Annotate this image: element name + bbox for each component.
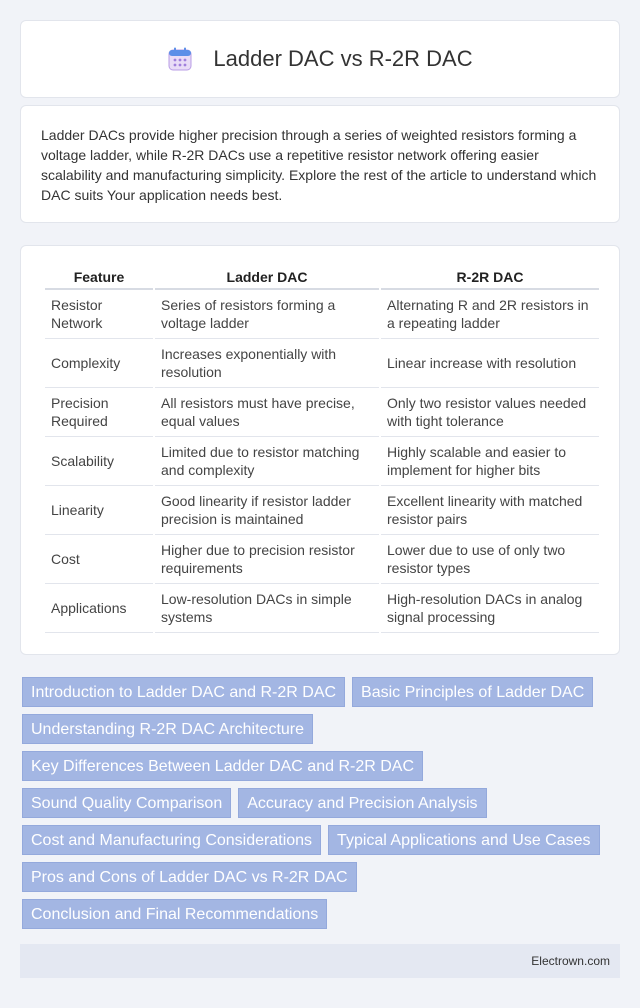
footer-site-link[interactable]: Electrown.com	[531, 954, 610, 968]
topic-row	[22, 862, 622, 892]
intro-paragraph: Ladder DACs provide higher precision through a series of weighted resistors forming a voltage ladder, while R-2R DACs use a repetitive resistor network offering easier scalability and manufacturing simplicity. Explore the rest of the article to understand which DAC suits Your application needs best.	[41, 127, 597, 203]
topic-row	[22, 751, 622, 781]
r2r-dac-cell: Highly scalable and easier to implement for higher bits	[381, 437, 599, 486]
topic-link-accuracy[interactable]: Accuracy and Precision Analysis	[238, 788, 486, 818]
r2r-dac-cell: High-resolution DACs in analog signal processing	[381, 584, 599, 633]
feature-cell: Complexity	[45, 339, 153, 388]
title-wrap	[167, 46, 472, 72]
table-row	[45, 388, 599, 437]
feature-cell: Precision Required	[45, 388, 153, 437]
table-row	[45, 535, 599, 584]
column-header-feature: Feature	[45, 263, 153, 290]
topic-link-basic-principles[interactable]: Basic Principles of Ladder DAC	[352, 677, 593, 707]
feature-cell: Resistor Network	[45, 290, 153, 339]
feature-cell: Applications	[45, 584, 153, 633]
footer	[20, 944, 620, 978]
column-header-ladder-dac: Ladder DAC	[155, 263, 379, 290]
topic-links	[22, 677, 622, 936]
topic-link-conclusion[interactable]: Conclusion and Final Recommendations	[22, 899, 327, 929]
topic-link-introduction[interactable]: Introduction to Ladder DAC and R-2R DAC	[22, 677, 345, 707]
r2r-dac-cell: Linear increase with resolution	[381, 339, 599, 388]
ladder-dac-cell: Limited due to resistor matching and complexity	[155, 437, 379, 486]
title-card	[20, 20, 620, 98]
ladder-dac-cell: All resistors must have precise, equal values	[155, 388, 379, 437]
column-header-r2r-dac: R-2R DAC	[381, 263, 599, 290]
topic-link-sound-quality[interactable]: Sound Quality Comparison	[22, 788, 231, 818]
topic-row	[22, 788, 622, 818]
r2r-dac-cell: Alternating R and 2R resistors in a repeating ladder	[381, 290, 599, 339]
topic-link-cost[interactable]: Cost and Manufacturing Considerations	[22, 825, 321, 855]
table-row	[45, 584, 599, 633]
calendar-icon	[167, 46, 193, 72]
topic-link-pros-cons[interactable]: Pros and Cons of Ladder DAC vs R-2R DAC	[22, 862, 357, 892]
topic-link-applications[interactable]: Typical Applications and Use Cases	[328, 825, 599, 855]
intro-card	[20, 105, 620, 223]
table-header-row	[45, 263, 599, 290]
feature-cell: Cost	[45, 535, 153, 584]
table-row	[45, 290, 599, 339]
r2r-dac-cell: Excellent linearity with matched resistor pairs	[381, 486, 599, 535]
page-title: Ladder DAC vs R-2R DAC	[213, 46, 473, 71]
topic-link-key-differences[interactable]: Key Differences Between Ladder DAC and R-2R DAC	[22, 751, 423, 781]
table-row	[45, 437, 599, 486]
ladder-dac-cell: Low-resolution DACs in simple systems	[155, 584, 379, 633]
topic-link-r2r-architecture[interactable]: Understanding R-2R DAC Architecture	[22, 714, 313, 744]
feature-cell: Scalability	[45, 437, 153, 486]
ladder-dac-cell: Good linearity if resistor ladder precision is maintained	[155, 486, 379, 535]
topic-row	[22, 714, 622, 744]
topic-row	[22, 899, 622, 929]
ladder-dac-cell: Increases exponentially with resolution	[155, 339, 379, 388]
ladder-dac-cell: Series of resistors forming a voltage ladder	[155, 290, 379, 339]
topic-row	[22, 677, 622, 707]
table-row	[45, 486, 599, 535]
ladder-dac-cell: Higher due to precision resistor requirements	[155, 535, 379, 584]
r2r-dac-cell: Only two resistor values needed with tight tolerance	[381, 388, 599, 437]
r2r-dac-cell: Lower due to use of only two resistor types	[381, 535, 599, 584]
table-row	[45, 339, 599, 388]
topic-row	[22, 825, 622, 855]
comparison-card	[20, 245, 620, 655]
feature-cell: Linearity	[45, 486, 153, 535]
comparison-table	[43, 263, 601, 633]
